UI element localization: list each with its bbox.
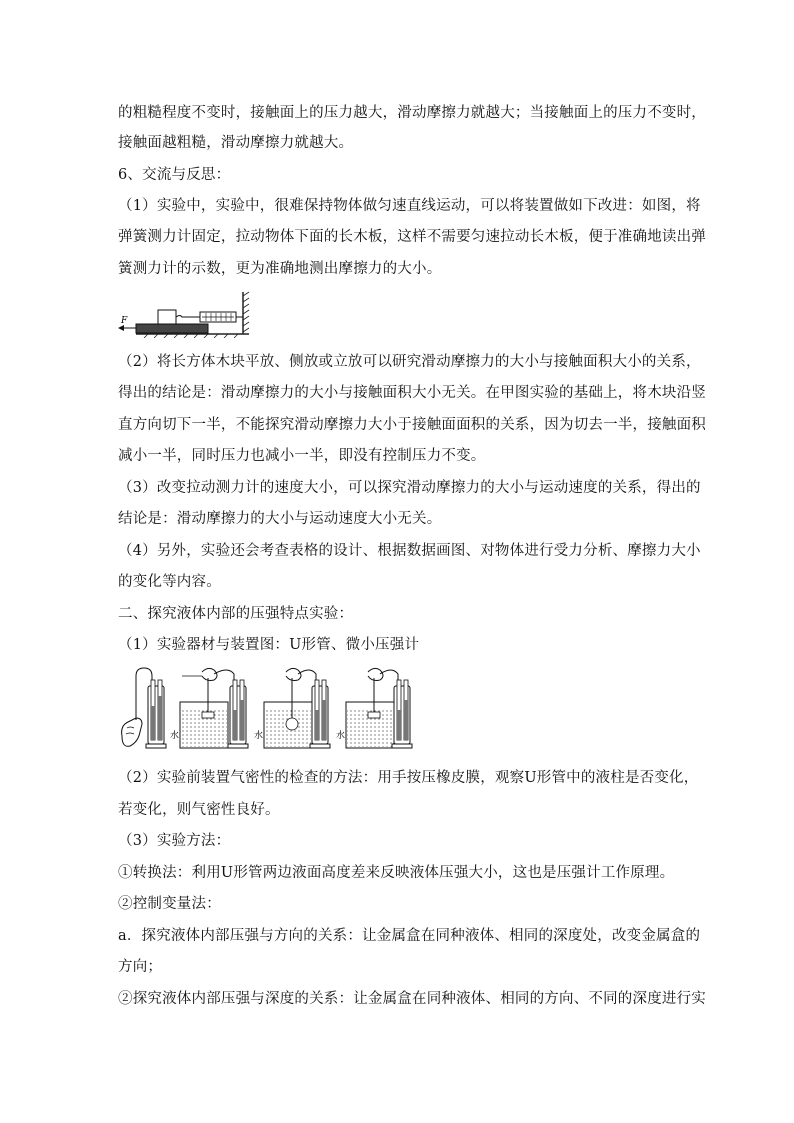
text-line: 得出的结论是：滑动摩擦力的大小与接触面积大小无关。在甲图实验的基础上，将木块沿竖: [118, 385, 706, 401]
force-label: F: [121, 316, 128, 326]
water-label: 水: [254, 731, 264, 741]
water-label: 水: [170, 731, 180, 741]
text-line: 的变化等内容。: [118, 574, 221, 590]
friction-apparatus-figure: [118, 290, 258, 338]
section-heading: 二、探究液体内部的压强特点实验：: [118, 606, 354, 622]
water-label: 水: [336, 731, 346, 741]
text-line: 接触面越粗糙，滑动摩擦力就越大。: [118, 135, 354, 151]
text-line: 结论是：滑动摩擦力的大小与运动速度大小无关。: [118, 511, 442, 527]
text-line: （2）将长方体木块平放、侧放或立放可以研究滑动摩擦力的大小与接触面积大小的关系，: [118, 354, 701, 370]
text-line: （1）实验器材与装置图：U形管、微小压强计: [118, 637, 420, 653]
text-line: ②控制变量法：: [118, 896, 221, 912]
section-heading: 6、交流与反思：: [118, 167, 231, 183]
text-line: a．探究液体内部压强与方向的关系：让金属盒在同种液体、相同的深度处，改变金属盒的: [118, 928, 701, 944]
text-line: 若变化，则气密性良好。: [118, 802, 280, 818]
u-tube-beaker-2: [254, 668, 330, 748]
text-line: （1）实验中，实验中，很难保持物体做匀速直线运动，可以将装置做如下改进：如图，将: [118, 198, 701, 214]
pressure-gauge-figure: [118, 666, 438, 758]
text-line: ②探究液体内部压强与深度的关系：让金属盒在同种液体、相同的方向、不同的深度进行实: [118, 991, 706, 1007]
text-line: 减小一半，同时压力也减小一半，即没有控制压力不变。: [118, 448, 486, 464]
u-tube-beaker-1: [170, 668, 248, 748]
long-board: [136, 324, 208, 333]
u-tube-hand-test: [122, 668, 166, 748]
text-line: （3）改变拉动测力计的速度大小，可以探究滑动摩擦力的大小与运动速度的关系，得出的: [118, 480, 701, 496]
text-line: 直方向切下一半，不能探究滑动摩擦力大小于接触面面积的关系，因为切去一半，接触面积: [118, 417, 706, 433]
text-line: （3）实验方法：: [118, 833, 231, 849]
text-line: 方向；: [118, 959, 163, 975]
text-line: 的粗糙程度不变时，接触面上的压力越大，滑动摩擦力就越大；当接触面上的压力不变时，: [118, 105, 706, 121]
text-line: （4）另外，实验还会考查表格的设计、根据数据画图、对物体进行受力分析、摩擦力大小: [118, 543, 701, 559]
text-line: 弹簧测力计固定，拉动物体下面的长木板，这样不需要匀速拉动长木板，便于准确地读出弹: [118, 229, 706, 245]
wood-block: [158, 310, 176, 324]
u-tube-beaker-3: [336, 668, 412, 748]
text-line: （2）实验前装置气密性的检查的方法：用手按压橡皮膜，观察U形管中的液柱是否变化，: [118, 770, 699, 786]
text-line: 簧测力计的示数，更为准确地测出摩擦力的大小。: [118, 261, 442, 277]
text-line: ①转换法：利用U形管两边液面高度差来反映液体压强大小，这也是压强计工作原理。: [118, 865, 675, 881]
